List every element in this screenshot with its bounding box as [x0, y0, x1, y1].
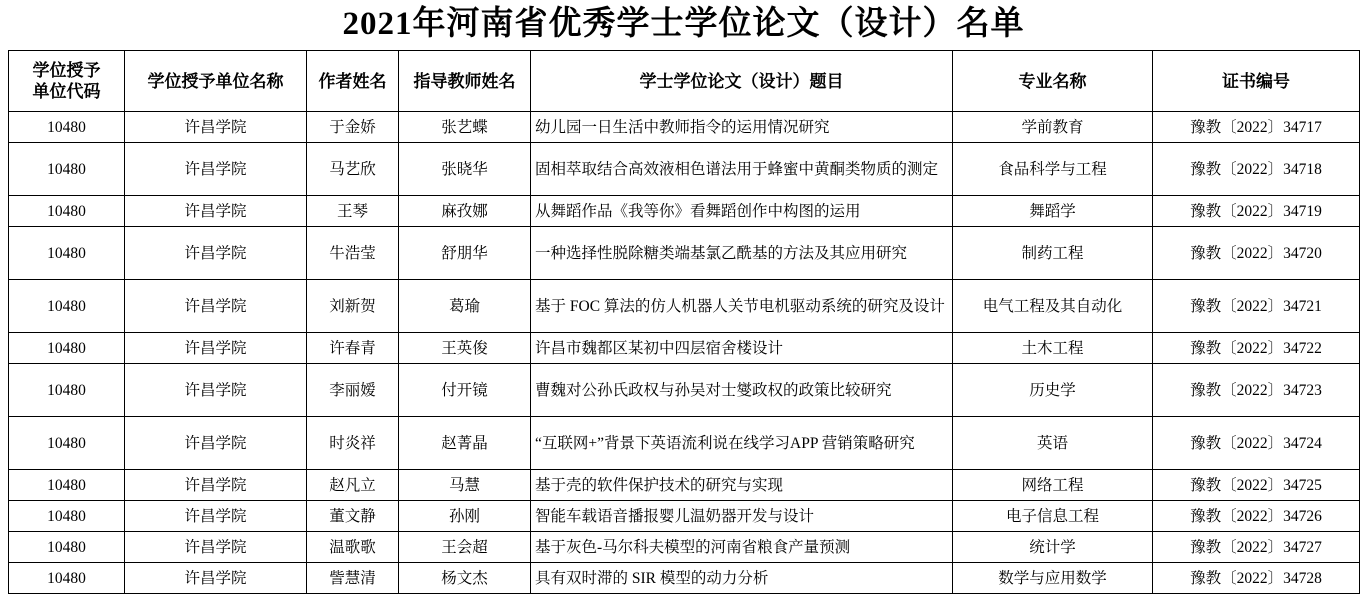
- cell-author: 时炎祥: [307, 417, 399, 470]
- cell-unit-name: 许昌学院: [125, 196, 307, 227]
- cell-thesis-title: “互联网+”背景下英语流利说在线学习APP 营销策略研究: [531, 417, 953, 470]
- cell-author: 刘新贺: [307, 280, 399, 333]
- table-container: [0, 50, 1367, 594]
- cell-certificate: 豫教〔2022〕34721: [1153, 280, 1360, 333]
- cell-unit-code: 10480: [9, 470, 125, 501]
- cell-unit-code: 10480: [9, 280, 125, 333]
- column-header-major-label: 专业名称: [1018, 71, 1087, 91]
- cell-thesis-title: 曹魏对公孙氏政权与孙吴对士燮政权的政策比较研究: [531, 364, 953, 417]
- cell-certificate: 豫教〔2022〕34726: [1153, 501, 1360, 532]
- cell-unit-name: 许昌学院: [125, 364, 307, 417]
- cell-major: 英语: [953, 417, 1153, 470]
- cell-unit-code: 10480: [9, 112, 125, 143]
- column-header-author-label: 作者姓名: [318, 71, 387, 91]
- cell-major: 食品科学与工程: [953, 143, 1153, 196]
- cell-major: 网络工程: [953, 470, 1153, 501]
- table-row: [9, 227, 1360, 280]
- column-header-unit-name: [125, 51, 307, 112]
- column-header-author: [307, 51, 399, 112]
- table-row: [9, 501, 1360, 532]
- cell-major: 数学与应用数学: [953, 563, 1153, 594]
- table-row: [9, 333, 1360, 364]
- table-row: [9, 532, 1360, 563]
- cell-certificate: 豫教〔2022〕34728: [1153, 563, 1360, 594]
- cell-thesis-title: 基于灰色-马尔科夫模型的河南省粮食产量预测: [531, 532, 953, 563]
- cell-certificate: 豫教〔2022〕34722: [1153, 333, 1360, 364]
- column-header-major: [953, 51, 1153, 112]
- cell-thesis-title: 幼儿园一日生活中教师指令的运用情况研究: [531, 112, 953, 143]
- cell-author: 訾慧清: [307, 563, 399, 594]
- table-row: [9, 417, 1360, 470]
- cell-unit-code: 10480: [9, 417, 125, 470]
- cell-adviser: 葛瑜: [399, 280, 531, 333]
- table-row: [9, 280, 1360, 333]
- cell-adviser: 舒朋华: [399, 227, 531, 280]
- page-title: 2021年河南省优秀学士学位论文（设计）名单: [342, 6, 1025, 42]
- table-row: [9, 112, 1360, 143]
- cell-author: 牛浩莹: [307, 227, 399, 280]
- cell-thesis-title: 许昌市魏都区某初中四层宿舍楼设计: [531, 333, 953, 364]
- column-header-adviser-label: 指导教师姓名: [413, 71, 516, 91]
- cell-unit-code: 10480: [9, 532, 125, 563]
- table-header-row: [9, 51, 1360, 112]
- table-row: [9, 196, 1360, 227]
- table-row: [9, 470, 1360, 501]
- cell-author: 温歌歌: [307, 532, 399, 563]
- cell-certificate: 豫教〔2022〕34724: [1153, 417, 1360, 470]
- cell-author: 赵凡立: [307, 470, 399, 501]
- cell-thesis-title: 从舞蹈作品《我等你》看舞蹈创作中构图的运用: [531, 196, 953, 227]
- table-row: [9, 563, 1360, 594]
- cell-unit-name: 许昌学院: [125, 333, 307, 364]
- cell-unit-name: 许昌学院: [125, 227, 307, 280]
- cell-adviser: 孙刚: [399, 501, 531, 532]
- table-header: [9, 51, 1360, 112]
- cell-thesis-title: 一种选择性脱除糖类端基氯乙酰基的方法及其应用研究: [531, 227, 953, 280]
- cell-unit-name: 许昌学院: [125, 532, 307, 563]
- cell-unit-code: 10480: [9, 143, 125, 196]
- cell-unit-name: 许昌学院: [125, 417, 307, 470]
- cell-author: 马艺欣: [307, 143, 399, 196]
- column-header-thesis-title: [531, 51, 953, 112]
- cell-thesis-title: 基于壳的软件保护技术的研究与实现: [531, 470, 953, 501]
- cell-certificate: 豫教〔2022〕34719: [1153, 196, 1360, 227]
- cell-thesis-title: 固相萃取结合高效液相色谱法用于蜂蜜中黄酮类物质的测定: [531, 143, 953, 196]
- cell-adviser: 杨文杰: [399, 563, 531, 594]
- cell-major: 电气工程及其自动化: [953, 280, 1153, 333]
- cell-unit-name: 许昌学院: [125, 470, 307, 501]
- cell-adviser: 付开镜: [399, 364, 531, 417]
- cell-major: 舞蹈学: [953, 196, 1153, 227]
- table-row: [9, 143, 1360, 196]
- cell-unit-name: 许昌学院: [125, 501, 307, 532]
- cell-adviser: 王会超: [399, 532, 531, 563]
- cell-major: 学前教育: [953, 112, 1153, 143]
- cell-unit-code: 10480: [9, 227, 125, 280]
- cell-major: 统计学: [953, 532, 1153, 563]
- column-header-unit-code-label: 学位授予 单位代码: [32, 61, 101, 102]
- cell-certificate: 豫教〔2022〕34723: [1153, 364, 1360, 417]
- cell-certificate: 豫教〔2022〕34727: [1153, 532, 1360, 563]
- thesis-listing-table: [8, 50, 1360, 594]
- column-header-unit-code: [9, 51, 125, 112]
- cell-adviser: 赵菁晶: [399, 417, 531, 470]
- cell-major: 制药工程: [953, 227, 1153, 280]
- column-header-unit-name-label: 学位授予单位名称: [147, 71, 284, 91]
- cell-major: 土木工程: [953, 333, 1153, 364]
- cell-unit-name: 许昌学院: [125, 280, 307, 333]
- cell-major: 电子信息工程: [953, 501, 1153, 532]
- cell-author: 许春青: [307, 333, 399, 364]
- cell-adviser: 张艺蝶: [399, 112, 531, 143]
- cell-certificate: 豫教〔2022〕34718: [1153, 143, 1360, 196]
- cell-author: 王琴: [307, 196, 399, 227]
- cell-major: 历史学: [953, 364, 1153, 417]
- cell-thesis-title: 基于 FOC 算法的仿人机器人关节电机驱动系统的研究及设计: [531, 280, 953, 333]
- cell-unit-name: 许昌学院: [125, 112, 307, 143]
- table-body: [9, 112, 1360, 594]
- cell-unit-code: 10480: [9, 563, 125, 594]
- column-header-thesis-title-label: 学士学位论文（设计）题目: [639, 71, 844, 91]
- cell-author: 于金娇: [307, 112, 399, 143]
- cell-adviser: 马慧: [399, 470, 531, 501]
- cell-thesis-title: 智能车载语音播报婴儿温奶器开发与设计: [531, 501, 953, 532]
- cell-adviser: 张晓华: [399, 143, 531, 196]
- table-row: [9, 364, 1360, 417]
- cell-unit-name: 许昌学院: [125, 563, 307, 594]
- column-header-certificate: [1153, 51, 1360, 112]
- cell-adviser: 麻孜娜: [399, 196, 531, 227]
- cell-unit-code: 10480: [9, 196, 125, 227]
- cell-author: 董文静: [307, 501, 399, 532]
- cell-certificate: 豫教〔2022〕34717: [1153, 112, 1360, 143]
- column-header-certificate-label: 证书编号: [1222, 71, 1290, 91]
- cell-thesis-title: 具有双时滞的 SIR 模型的动力分析: [531, 563, 953, 594]
- cell-author: 李丽嫒: [307, 364, 399, 417]
- cell-certificate: 豫教〔2022〕34725: [1153, 470, 1360, 501]
- cell-unit-name: 许昌学院: [125, 143, 307, 196]
- cell-unit-code: 10480: [9, 364, 125, 417]
- cell-unit-code: 10480: [9, 501, 125, 532]
- cell-certificate: 豫教〔2022〕34720: [1153, 227, 1360, 280]
- cell-unit-code: 10480: [9, 333, 125, 364]
- column-header-adviser: [399, 51, 531, 112]
- cell-adviser: 王英俊: [399, 333, 531, 364]
